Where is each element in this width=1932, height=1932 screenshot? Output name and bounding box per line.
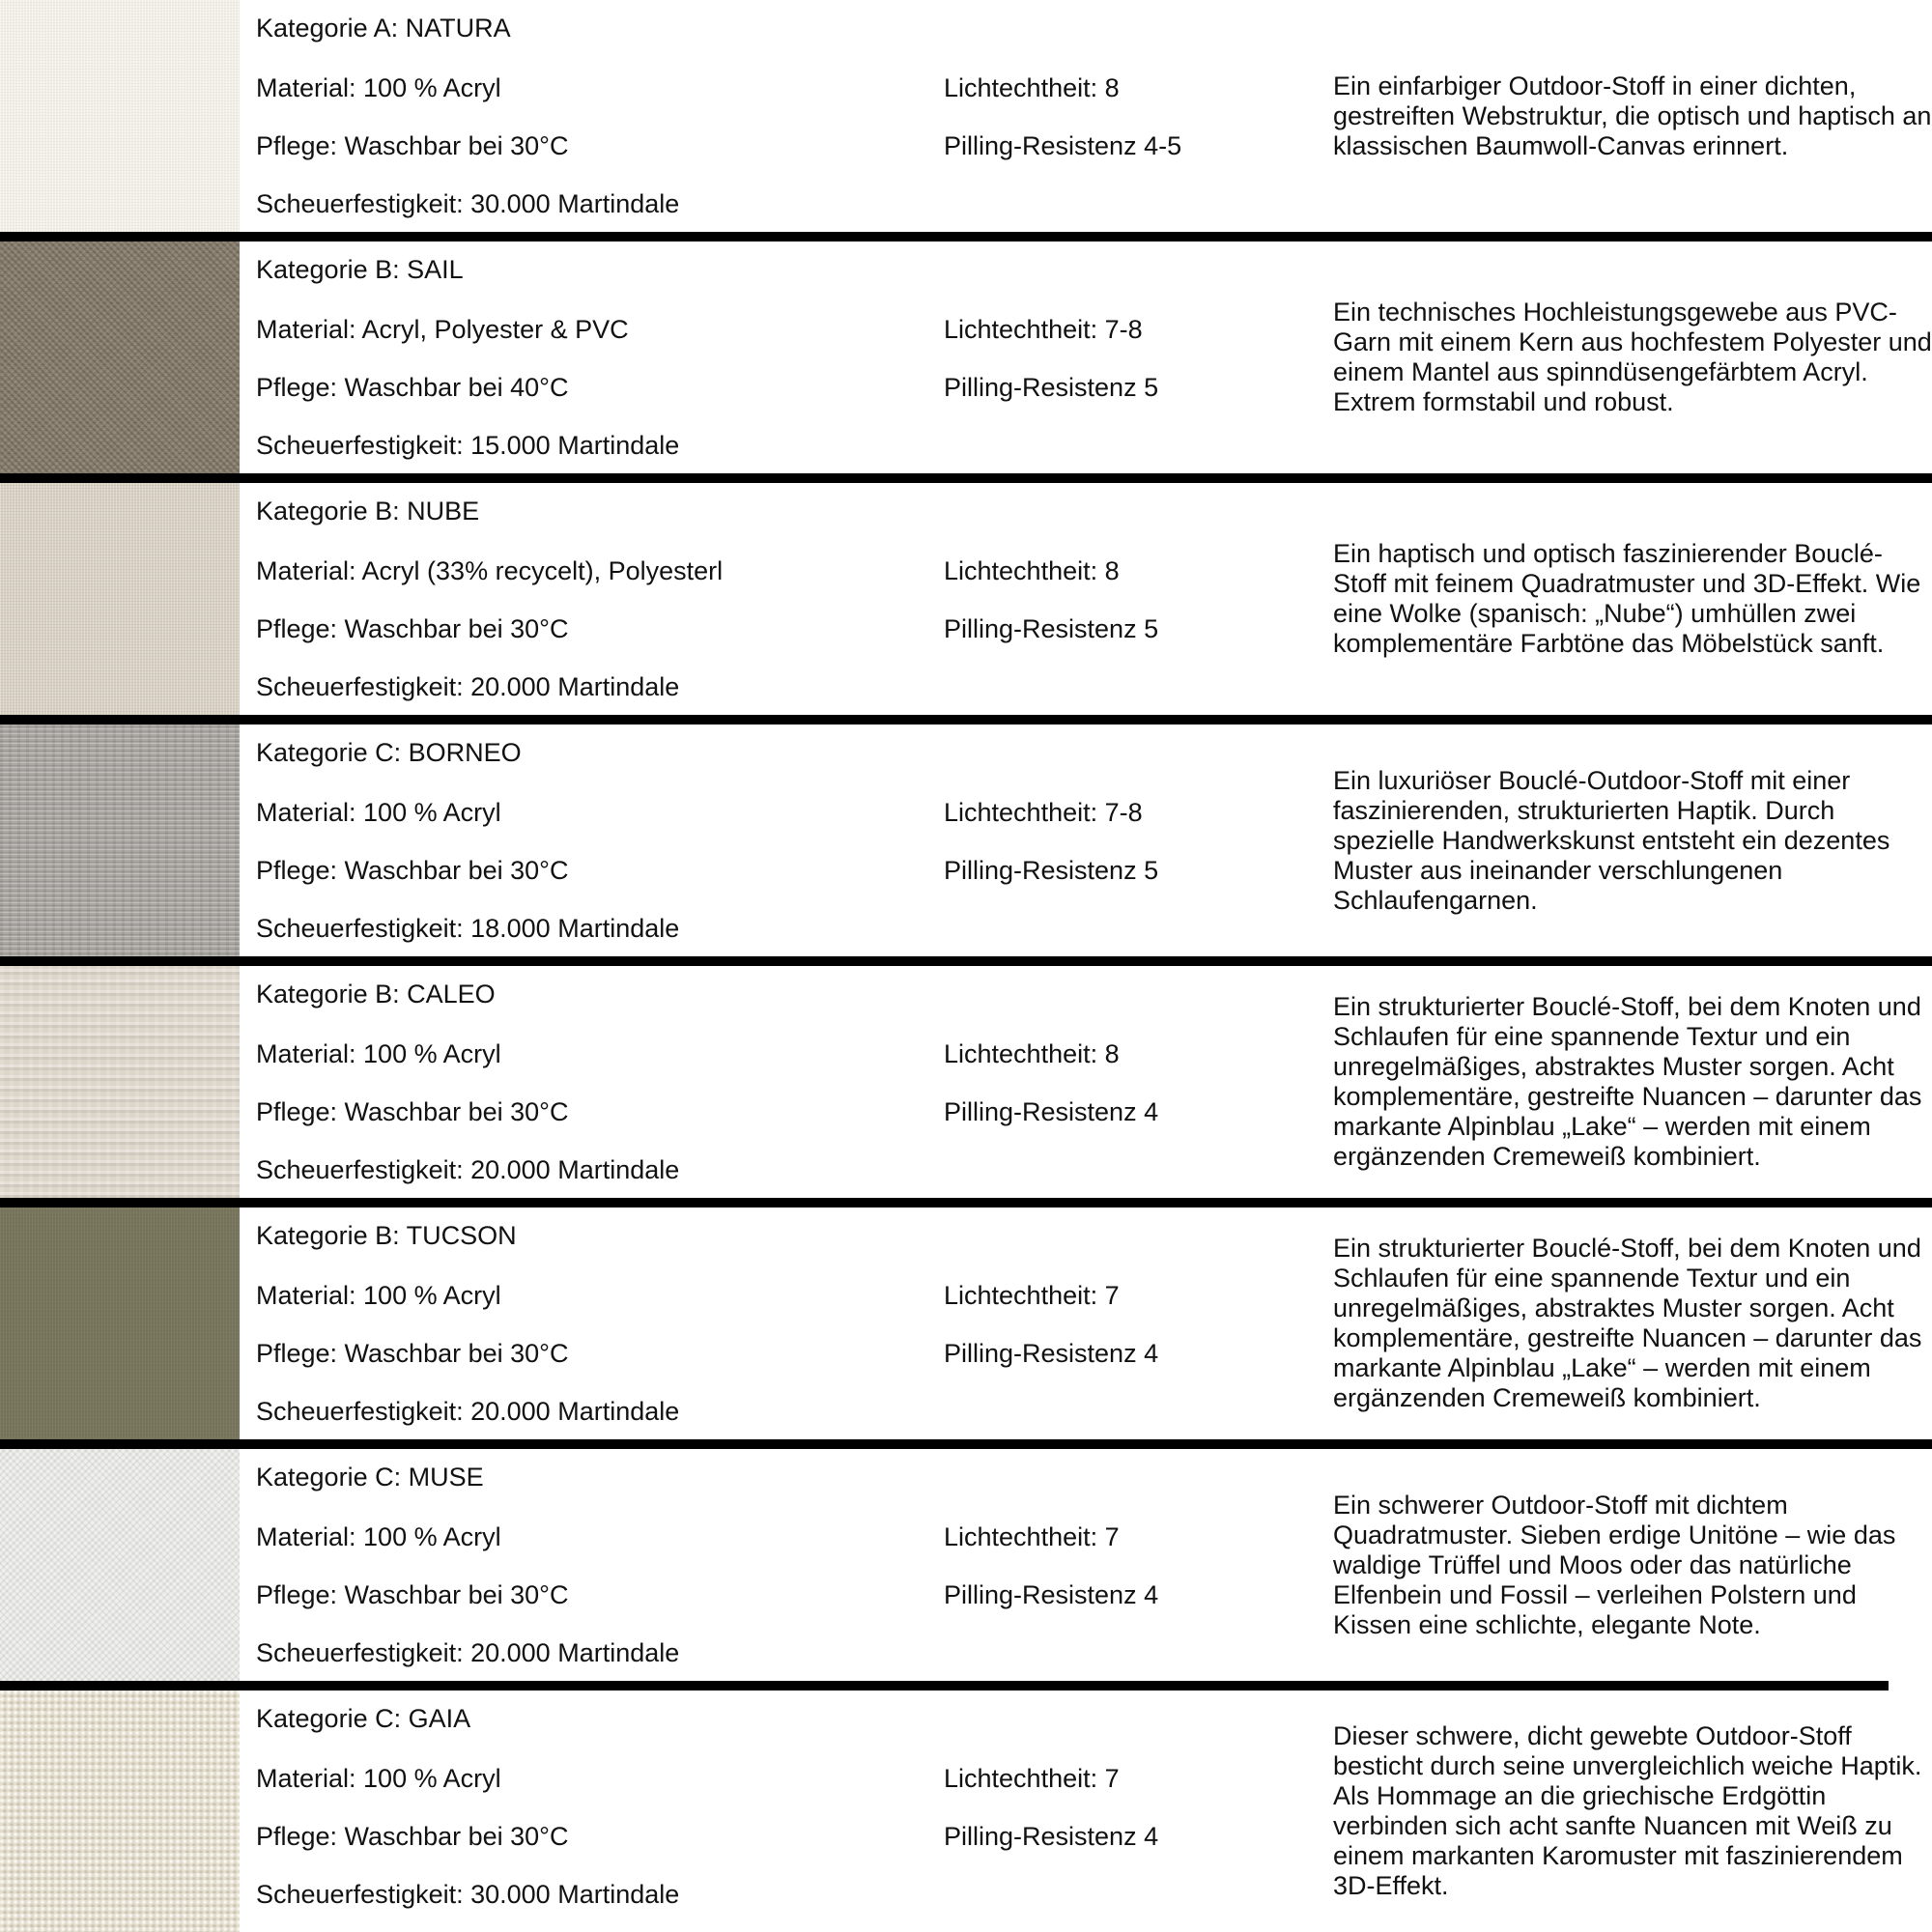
material-line: Material: 100 % Acryl (256, 1039, 501, 1068)
fabric-description: Ein haptisch und optisch faszinierender Bouclé-Stoff mit feinem Quadratmuster und 3D-Effekt. Wie eine Wolke (spanisch: „Nube“) umhüllen zwei komplementäre Farbtöne das Möbelstück sanft. (1333, 539, 1921, 658)
abrasion-line: Scheuerfestigkeit: 20.000 Martindale (256, 1638, 680, 1667)
category-title: Kategorie C: MUSE (256, 1463, 484, 1492)
care-line: Pflege: Waschbar bei 30°C (256, 1339, 569, 1368)
description-block (1333, 483, 1932, 715)
caleo-swatch-image (0, 966, 240, 1198)
fabric-description: Ein strukturierter Bouclé-Stoff, bei dem Knoten und Schlaufen für eine spannende Textur und ein unregelmäßiges, abstraktes Muster sorgen. Acht komplementäre, gestreifte Nuancen – darunter das markante Alpinblau „Lake“ – werden mit einem ergänzenden Cremeweiß kombiniert. (1333, 992, 1922, 1171)
description-block (1333, 242, 1932, 473)
row-divider (0, 232, 1932, 242)
pilling-line: Pilling-Resistenz 4 (944, 1339, 1159, 1368)
row-divider (0, 1439, 1932, 1449)
fabric-row-gaia (0, 1690, 1932, 1932)
lightfastness-line: Lichtechtheit: 8 (944, 73, 1120, 102)
material-line: Material: 100 % Acryl (256, 1281, 501, 1310)
description-block (1333, 1690, 1932, 1932)
row-divider (0, 1681, 1889, 1690)
muse-swatch-image (0, 1449, 240, 1681)
abrasion-line: Scheuerfestigkeit: 30.000 Martindale (256, 1880, 680, 1909)
nube-swatch-image (0, 483, 240, 715)
row-divider (0, 715, 1932, 724)
pilling-line: Pilling-Resistenz 5 (944, 614, 1159, 643)
category-title: Kategorie B: SAIL (256, 255, 464, 284)
borneo-swatch-image (0, 724, 240, 956)
pilling-line: Pilling-Resistenz 4-5 (944, 131, 1182, 160)
fabric-row-borneo (0, 724, 1932, 966)
fabric-description: Ein luxuriöser Bouclé-Outdoor-Stoff mit einer faszinierenden, strukturierten Haptik. Durch spezielle Handwerkskunst entsteht ein dezentes Muster aus ineinander verschlungenen Schlaufengarnen. (1333, 765, 1890, 915)
gaia-swatch-image (0, 1690, 240, 1932)
category-title: Kategorie B: TUCSON (256, 1221, 517, 1250)
care-line: Pflege: Waschbar bei 30°C (256, 131, 569, 160)
lightfastness-line: Lichtechtheit: 7 (944, 1764, 1120, 1793)
lightfastness-line: Lichtechtheit: 8 (944, 556, 1120, 585)
abrasion-line: Scheuerfestigkeit: 30.000 Martindale (256, 189, 680, 218)
category-title: Kategorie A: NATURA (256, 14, 511, 43)
category-title: Kategorie B: NUBE (256, 497, 480, 526)
material-line: Material: Acryl, Polyester & PVC (256, 315, 629, 344)
lightfastness-line: Lichtechtheit: 8 (944, 1039, 1120, 1068)
row-divider (0, 1198, 1932, 1208)
fabric-row-nube (0, 483, 1932, 724)
care-line: Pflege: Waschbar bei 40°C (256, 373, 569, 402)
care-line: Pflege: Waschbar bei 30°C (256, 1580, 569, 1609)
material-line: Material: 100 % Acryl (256, 1764, 501, 1793)
fabric-row-natura (0, 0, 1932, 242)
care-line: Pflege: Waschbar bei 30°C (256, 856, 569, 885)
pilling-line: Pilling-Resistenz 4 (944, 1580, 1159, 1609)
pilling-line: Pilling-Resistenz 5 (944, 373, 1159, 402)
fabric-description: Ein schwerer Outdoor-Stoff mit dichtem Quadratmuster. Sieben erdige Unitöne – wie das waldige Trüffel und Moos oder das natürliche Elfenbein und Fossil – verleihen Polstern und Kissen eine schlichte, elegante Note. (1333, 1490, 1896, 1639)
abrasion-line: Scheuerfestigkeit: 20.000 Martindale (256, 1155, 680, 1184)
fabric-description: Ein einfarbiger Outdoor-Stoff in einer dichten, gestreiften Webstruktur, die optisch und haptisch an klassischen Baumwoll-Canvas erinnert. (1333, 71, 1932, 160)
natura-swatch-image (0, 0, 240, 232)
description-block (1333, 1449, 1932, 1681)
care-line: Pflege: Waschbar bei 30°C (256, 614, 569, 643)
description-block (1333, 724, 1932, 956)
category-title: Kategorie B: CALEO (256, 980, 496, 1009)
material-line: Material: 100 % Acryl (256, 798, 501, 827)
category-title: Kategorie C: BORNEO (256, 738, 522, 767)
care-line: Pflege: Waschbar bei 30°C (256, 1822, 569, 1851)
fabric-description: Ein strukturierter Bouclé-Stoff, bei dem Knoten und Schlaufen für eine spannende Textur und ein unregelmäßiges, abstraktes Muster sorgen. Acht komplementäre, gestreifte Nuancen – darunter das markante Alpinblau „Lake“ – werden mit einem ergänzenden Cremeweiß kombiniert. (1333, 1234, 1922, 1412)
description-block (1333, 966, 1932, 1198)
tucson-swatch-image (0, 1208, 240, 1439)
pilling-line: Pilling-Resistenz 4 (944, 1097, 1159, 1126)
fabric-row-caleo (0, 966, 1932, 1208)
fabric-description: Dieser schwere, dicht gewebte Outdoor-Stoff besticht durch seine unvergleichlich weiche Haptik. Als Hommage an die griechische Erdgöttin verbinden sich acht sanfte Nuancen mit Weiß zu einem markanten Karomuster mit faszinierendem 3D-Effekt. (1333, 1721, 1922, 1900)
fabric-description: Ein technisches Hochleistungsgewebe aus PVC-Garn mit einem Kern aus hochfestem Polyester und einem Mantel aus spinndüsengefärbtem Acryl. Extrem formstabil und robust. (1333, 298, 1932, 416)
care-line: Pflege: Waschbar bei 30°C (256, 1097, 569, 1126)
fabric-row-muse (0, 1449, 1932, 1690)
fabric-row-tucson (0, 1208, 1932, 1449)
abrasion-line: Scheuerfestigkeit: 20.000 Martindale (256, 1397, 680, 1426)
sail-swatch-image (0, 242, 240, 473)
description-block (1333, 1208, 1932, 1439)
lightfastness-line: Lichtechtheit: 7 (944, 1281, 1120, 1310)
abrasion-line: Scheuerfestigkeit: 15.000 Martindale (256, 431, 680, 460)
material-line: Material: 100 % Acryl (256, 73, 501, 102)
pilling-line: Pilling-Resistenz 4 (944, 1822, 1159, 1851)
lightfastness-line: Lichtechtheit: 7-8 (944, 315, 1143, 344)
abrasion-line: Scheuerfestigkeit: 20.000 Martindale (256, 672, 680, 701)
category-title: Kategorie C: GAIA (256, 1704, 471, 1733)
material-line: Material: Acryl (33% recycelt), Polyesterl (256, 556, 724, 585)
row-divider (0, 956, 1932, 966)
lightfastness-line: Lichtechtheit: 7 (944, 1522, 1120, 1551)
fabric-row-sail (0, 242, 1932, 483)
row-divider (0, 473, 1932, 483)
lightfastness-line: Lichtechtheit: 7-8 (944, 798, 1143, 827)
abrasion-line: Scheuerfestigkeit: 18.000 Martindale (256, 914, 680, 943)
material-line: Material: 100 % Acryl (256, 1522, 501, 1551)
pilling-line: Pilling-Resistenz 5 (944, 856, 1159, 885)
description-block (1333, 0, 1932, 232)
